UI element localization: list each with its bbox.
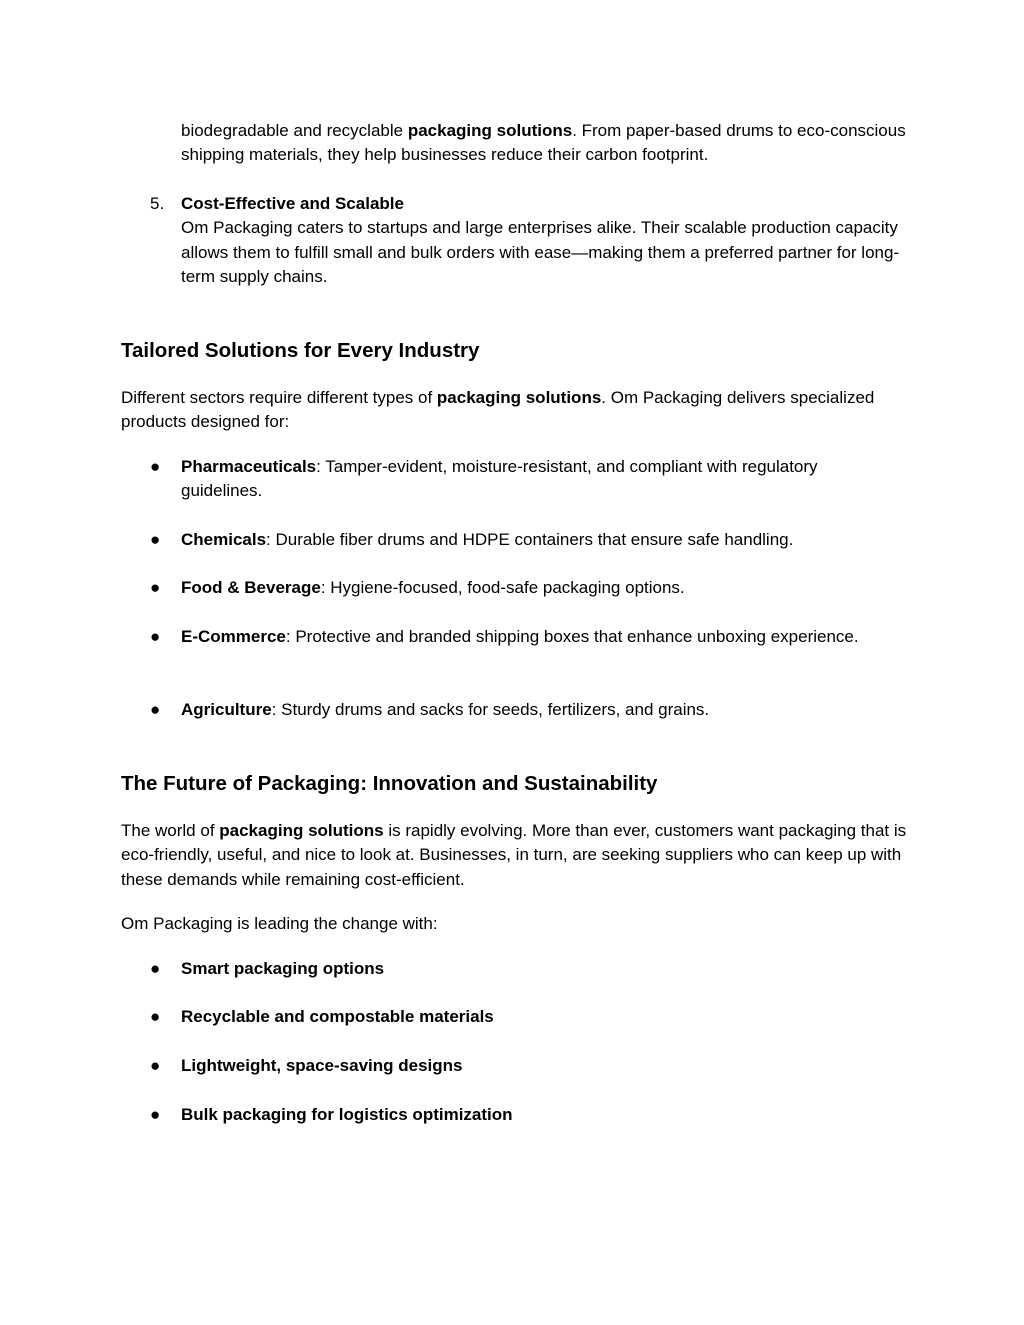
section-intro-paragraph	[121, 386, 911, 435]
bold-term: Pharmaceuticals	[181, 457, 317, 476]
bullet-icon: ●	[150, 1105, 161, 1124]
text-run: . From paper-based drums to eco-conscious shipping materials, they help businesses reduce their carbon footprint.	[181, 121, 906, 165]
list-number: 5.	[150, 194, 165, 213]
bullet-icon: ●	[150, 959, 161, 978]
text-run: biodegradable and recyclable	[181, 121, 408, 140]
bullet-icon: ●	[150, 700, 161, 719]
bold-term: Chemicals	[181, 530, 267, 549]
list-item-text: : Durable fiber drums and HDPE containers that ensure safe handling.	[266, 530, 794, 549]
list-item-text: : Hygiene-focused, food-safe packaging options.	[320, 578, 685, 597]
list-item-body	[181, 957, 901, 981]
section-heading: Tailored Solutions for Every Industry	[121, 339, 480, 362]
bold-term: packaging solutions	[219, 821, 384, 840]
list-item-title: Cost-Effective and Scalable	[181, 194, 404, 213]
list-item-text: : Tamper-evident, moisture-resistant, and compliant with regulatory guidelines.	[181, 457, 818, 501]
list-item-body	[181, 576, 901, 600]
bold-term: Recyclable and compostable materials	[181, 1007, 494, 1026]
continued-paragraph	[181, 119, 921, 168]
text-run: . Om Packaging delivers specialized products designed for:	[121, 388, 875, 432]
list-item-body	[181, 698, 901, 722]
bold-term: Bulk packaging for logistics optimization	[181, 1105, 513, 1124]
list-item-body	[181, 1005, 901, 1029]
section-heading: The Future of Packaging: Innovation and Sustainability	[121, 772, 658, 795]
list-item-body	[181, 625, 901, 649]
bullet-icon: ●	[150, 1007, 161, 1026]
bullet-icon: ●	[150, 457, 161, 476]
list-item-text: : Protective and branded shipping boxes that enhance unboxing experience.	[285, 627, 859, 646]
bold-term: Agriculture	[181, 700, 272, 719]
bullet-icon: ●	[150, 627, 161, 646]
text-run: The world of	[121, 821, 220, 840]
bold-term: Food & Beverage	[181, 578, 321, 597]
list-item-body	[181, 1103, 901, 1127]
bold-term: E-Commerce	[181, 627, 286, 646]
list-item-text: : Sturdy drums and sacks for seeds, fertilizers, and grains.	[271, 700, 710, 719]
list-item-body	[181, 528, 901, 552]
bold-term: Lightweight, space-saving designs	[181, 1056, 463, 1075]
bold-term: packaging solutions	[436, 388, 602, 407]
section-intro-paragraph	[121, 819, 911, 892]
bold-term: packaging solutions	[407, 121, 573, 140]
bullet-icon: ●	[150, 530, 161, 549]
text-run: Different sectors require different types of	[121, 388, 437, 407]
text-run: is rapidly evolving. More than ever, customers want packaging that is eco-friendly, useful, and nice to look at. Businesses, in turn, are seeking suppliers who can keep up with these demands while remaining cost-efficient.	[121, 821, 907, 889]
bullet-icon: ●	[150, 1056, 161, 1075]
list-item-body	[181, 455, 901, 504]
list-item-body	[181, 1054, 901, 1078]
lead-paragraph: Om Packaging is leading the change with:	[121, 914, 438, 933]
list-item-body	[181, 192, 921, 289]
bold-term: Smart packaging options	[181, 959, 385, 978]
bullet-icon: ●	[150, 578, 161, 597]
list-item-text: Om Packaging caters to startups and large enterprises alike. Their scalable production capacity allows them to fulfill small and bulk orders with ease—making them a preferred partner for long-term supply chains.	[181, 218, 900, 286]
